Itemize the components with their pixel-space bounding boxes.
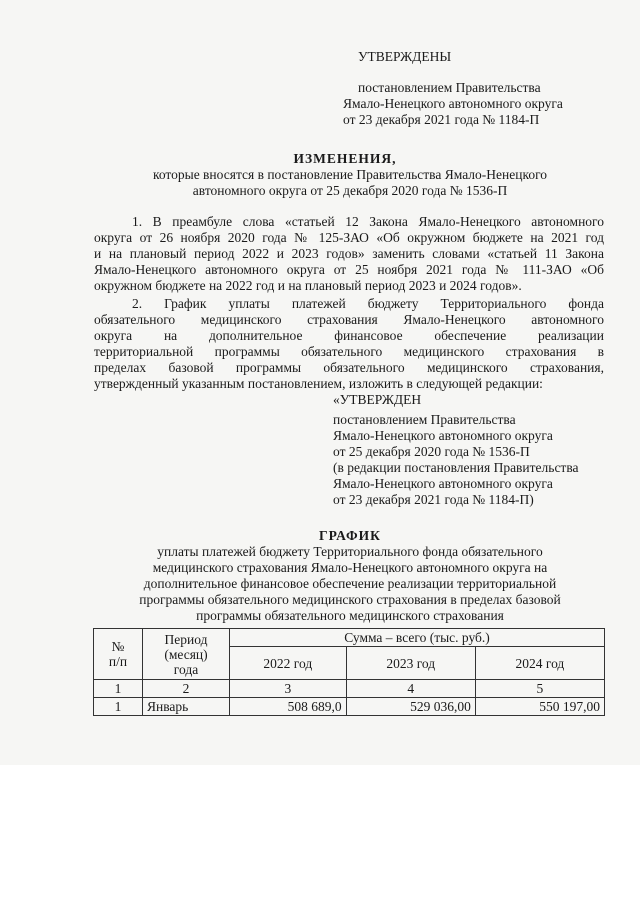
paragraph-1-line: округа от 26 ноября 2020 года № 125-ЗАО «Об окружном бюджете на 2021 год (94, 230, 604, 245)
header-sum: Сумма – всего (тыс. руб.) (230, 629, 605, 647)
index-cell: 2 (143, 680, 230, 698)
paragraph-1-line: Ямало-Ненецкого автономного округа от 25 ноября 2021 года № 111-ЗАО «Об (94, 262, 604, 277)
approval-heading: УТВЕРЖДЕНЫ (358, 49, 452, 64)
approved2-line: от 23 декабря 2021 года № 1184-П) (333, 492, 534, 507)
paragraph-1-line: окружном бюджете на 2022 год и на плановый период 2023 и 2024 годов». (94, 278, 522, 293)
approved2-line: Ямало-Ненецкого автономного округа (333, 476, 553, 491)
paragraph-2-line: округа на дополнительное финансовое обеспечение реализации (94, 328, 604, 343)
table-header-row (94, 629, 605, 647)
index-cell: 4 (346, 680, 475, 698)
schedule-subtitle-line: программы обязательного медицинского страхования (196, 608, 504, 623)
paragraph-2 (94, 296, 604, 392)
schedule-subtitle-line: программы обязательного медицинского страхования в пределах базовой (139, 592, 561, 607)
paragraph-2-line: 2. График уплаты платежей бюджету Территориального фонда (132, 296, 604, 311)
approval-line-1: постановлением Правительства (358, 80, 541, 95)
approved2-heading: «УТВЕРЖДЕН (333, 392, 422, 407)
paragraph-2-line: обязательного медицинского страхования Ямало-Ненецкого автономного (94, 312, 604, 327)
paragraph-1-line: и на плановый период 2022 и 2023 годов» заменить словами «статьей 11 Закона (94, 246, 604, 261)
schedule-title: ГРАФИК (319, 528, 381, 543)
schedule-subtitle-line: уплаты платежей бюджету Территориального фонда обязательного (157, 544, 543, 559)
table-index-row (94, 680, 605, 698)
changes-title: ИЗМЕНЕНИЯ, (293, 151, 397, 166)
row-num: 1 (94, 698, 143, 716)
paragraph-1 (94, 214, 604, 294)
approved2-line: (в редакции постановления Правительства (333, 460, 579, 475)
changes-subtitle-2: автономного округа от 25 декабря 2020 года № 1536-П (192, 183, 508, 198)
approval-line-3: от 23 декабря 2021 года № 1184-П (343, 112, 540, 127)
schedule-subtitle-line: медицинского страхования Ямало-Ненецкого автономного округа на (152, 560, 548, 575)
schedule-subtitle-line: дополнительное финансовое обеспечение реализации территориальной (143, 576, 557, 591)
paragraph-1-line: 1. В преамбуле слова «статьей 12 Закона Ямало-Ненецкого автономного (132, 214, 604, 229)
header-num: № п/п (94, 629, 143, 680)
header-period: Период (месяц) года (143, 629, 230, 680)
row-value-2024: 550 197,00 (475, 698, 604, 716)
approved2-block (333, 412, 579, 508)
paragraph-2-line: пределах базовой программы обязательного медицинского страхования, (94, 360, 604, 375)
header-year-2024: 2024 год (475, 647, 604, 680)
index-cell: 3 (230, 680, 347, 698)
row-period: Январь (143, 698, 230, 716)
paragraph-2-line: утвержденный указанным постановлением, изложить в следующей редакции: (94, 376, 543, 391)
approved2-line: Ямало-Ненецкого автономного округа (333, 428, 553, 443)
header-year-2023: 2023 год (346, 647, 475, 680)
approved2-line: постановлением Правительства (333, 412, 516, 427)
table-row (94, 698, 605, 716)
changes-subtitle-1: которые вносятся в постановление Правительства Ямало-Ненецкого (152, 167, 548, 182)
index-cell: 5 (475, 680, 604, 698)
schedule-table (93, 628, 605, 716)
approval-line-2: Ямало-Ненецкого автономного округа (343, 96, 563, 111)
header-year-2022: 2022 год (230, 647, 347, 680)
row-value-2023: 529 036,00 (346, 698, 475, 716)
row-value-2022: 508 689,0 (230, 698, 347, 716)
paragraph-2-line: территориальной программы обязательного медицинского страхования в (94, 344, 604, 359)
index-cell: 1 (94, 680, 143, 698)
approved2-line: от 25 декабря 2020 года № 1536-П (333, 444, 530, 459)
schedule-subtitle (94, 544, 606, 624)
